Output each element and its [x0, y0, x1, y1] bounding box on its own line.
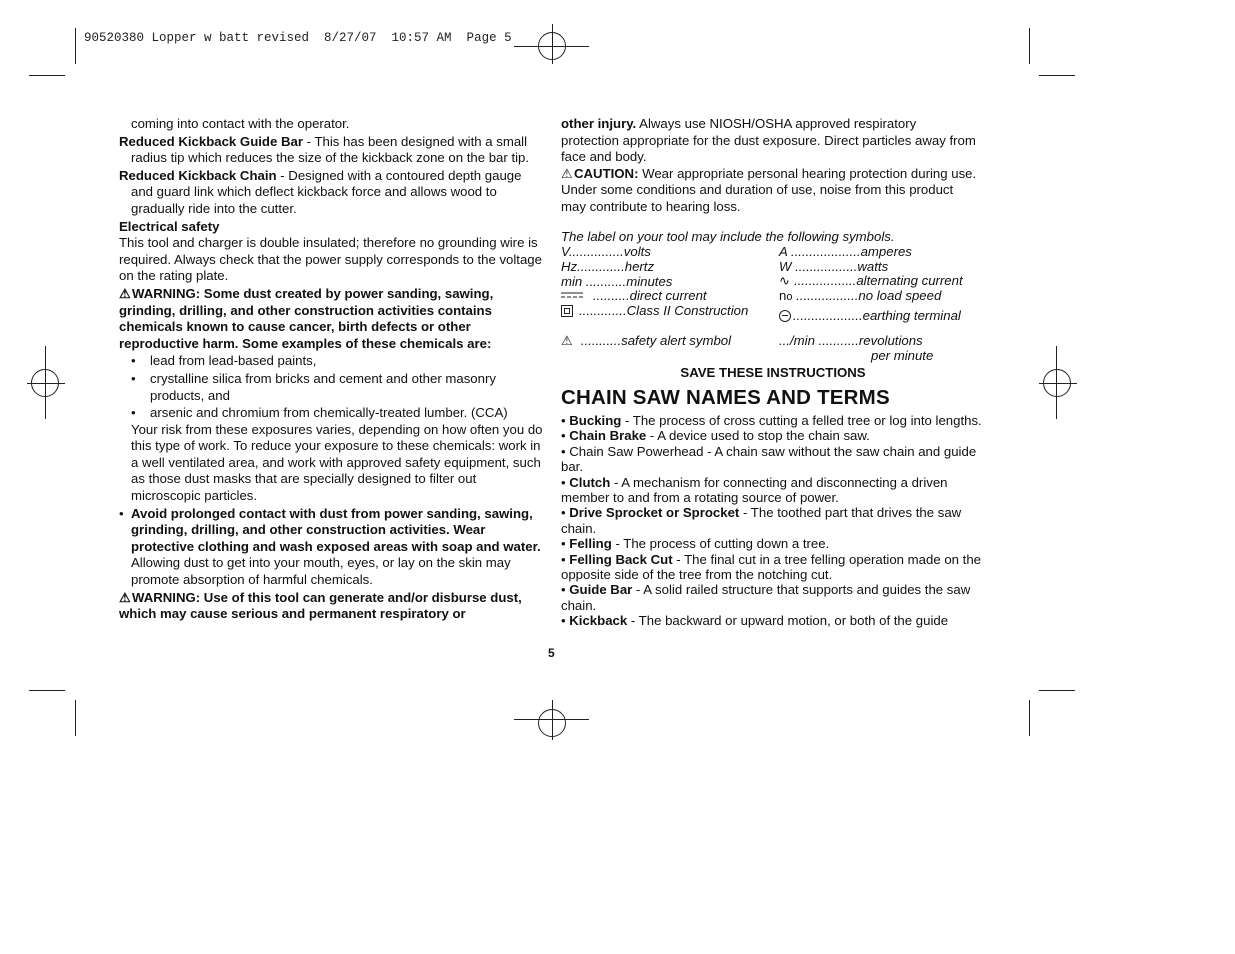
crop-mark: [29, 75, 65, 76]
term-item: • Drive Sprocket or Sprocket - The toothed part that drives the saw chain.: [561, 505, 962, 536]
page-heading: CHAIN SAW NAMES AND TERMS: [561, 386, 890, 409]
reduced-kickback-chain: Reduced Kickback Chain - Designed with a contoured depth gauge and guard link which deflect kickback force and allows wood to gradually ride into the cutter.: [119, 167, 522, 216]
warning-2: ⚠WARNING: Use of this tool can generate and/or disburse dust, which may cause serious and permanent respiratory or: [119, 589, 522, 622]
warning-triangle-icon: ⚠: [561, 165, 573, 181]
symbol-direct-current: ..........direct current: [561, 288, 707, 303]
paragraph: Your risk from these exposures varies, depending on how often you do this type of work. To reduce your exposure to these chemicals: work in a well ventilated area, and work with approved safety equipment, such as those dust masks that are specially designed to filter out microscopic particles.: [131, 421, 543, 504]
symbol-hertz: Hz.............hertz: [561, 259, 655, 274]
symbol-earthing-terminal: ...................earthing terminal: [779, 308, 961, 323]
right-column: [561, 116, 977, 216]
symbol-minutes: min ...........minutes: [561, 274, 673, 289]
symbol-intro: The label on your tool may include the following symbols.: [561, 229, 895, 244]
term-item: • Clutch - A mechanism for connecting and disconnecting a driven member to and from a rotating source of power.: [561, 474, 948, 506]
term-item: • Felling - The process of cutting down a tree.: [561, 536, 830, 552]
list-item: • arsenic and chromium from chemically-treated lumber. (CCA): [131, 405, 508, 421]
bullet-icon: •: [119, 505, 124, 521]
warning-triangle-icon: ⚠: [119, 285, 131, 301]
symbol-alternating-current: ∿ .................alternating current: [779, 273, 963, 288]
symbol-watts: W .................watts: [779, 259, 889, 274]
section-heading: Electrical safety: [119, 218, 220, 234]
crop-mark: [1039, 690, 1075, 691]
reduced-kickback-guide-bar: Reduced Kickback Guide Bar - This has been designed with a small radius tip which reduces the size of the kickback zone on the bar tip.: [119, 133, 530, 166]
bullet-icon: •: [131, 370, 136, 386]
term-item: • Kickback - The backward or upward motion, or both of the guide: [561, 613, 949, 629]
crop-mark: [1029, 700, 1030, 736]
left-column: [119, 116, 543, 623]
caution: ⚠CAUTION: Wear appropriate personal hearing protection during use. Under some conditions and duration of use, noise from this product may contribute to hearing loss.: [561, 165, 977, 214]
paragraph: coming into contact with the operator.: [131, 116, 350, 131]
term-item: • Chain Saw Powerhead - A chain saw without the saw chain and guide bar.: [561, 443, 977, 475]
bullet-icon: •: [131, 405, 136, 421]
symbol-safety-alert: ⚠ ...........safety alert symbol: [561, 333, 732, 348]
symbol-no-load-speed: no .................no load speed: [779, 288, 942, 303]
warning-triangle-icon: ⚠: [119, 589, 131, 605]
class-ii-icon: [561, 305, 573, 317]
symbol-rpm: .../min ...........revolutions: [779, 333, 923, 348]
symbol-table: [561, 229, 1001, 369]
print-slug: 90520380 Lopper w batt revised 8/27/07 10:57 AM Page 5: [84, 31, 512, 45]
warning-1: ⚠WARNING: Some dust created by power sanding, sawing, grinding, drilling, and other construction activities contains chemicals known to cause cancer, birth defects or other reproductive harm. Some examples of these chemicals are:: [119, 285, 494, 351]
crop-mark: [29, 690, 65, 691]
direct-current-icon: [561, 288, 585, 303]
term-item: • Felling Back Cut - The final cut in a tree felling operation made on the opposite side of the tree from the notching cut.: [561, 551, 981, 583]
page-number: 5: [548, 646, 555, 660]
list-item: • lead from lead-based paints,: [131, 353, 317, 369]
alternating-current-icon: ∿: [779, 273, 791, 288]
symbol-class-ii: .............Class II Construction: [561, 303, 748, 318]
paragraph: other injury. Always use NIOSH/OSHA approved respiratory protection appropriate for the dust exposure. Direct particles away from face and body.: [561, 116, 976, 165]
symbol-rpm-line2: per minute: [871, 348, 934, 363]
symbol-volts: V...............volts: [561, 244, 651, 259]
paragraph: This tool and charger is double insulated; therefore no grounding wire is required. Always check that the power supply corresponds to the voltage on the rating plate.: [119, 235, 542, 284]
bullet-icon: •: [131, 353, 136, 369]
crop-mark: [1039, 75, 1075, 76]
symbol-amperes: A ...................amperes: [779, 244, 912, 259]
list-item: • crystalline silica from bricks and cement and other masonry products, and: [131, 370, 496, 403]
save-instructions: SAVE THESE INSTRUCTIONS: [680, 365, 866, 380]
term-item: • Bucking - The process of cross cutting a felled tree or log into lengths.: [561, 413, 982, 428]
term-item: • Guide Bar - A solid railed structure that supports and guides the saw chain.: [561, 582, 971, 613]
crop-mark: [75, 700, 76, 736]
crop-mark: [1029, 28, 1030, 64]
chain-saw-terms: [561, 386, 989, 629]
earthing-terminal-icon: [779, 310, 791, 322]
term-item: • Chain Brake - A device used to stop the chain saw.: [561, 428, 870, 444]
list-item: • Avoid prolonged contact with dust from power sanding, sawing, grinding, drilling, and other construction activities. Wear protective clothing and wash exposed areas with soap and water. Allowing dust to get into your mouth, eyes, or lay on the skin may promote absorption of harmful chemicals.: [119, 505, 541, 588]
warning-triangle-icon: ⚠: [561, 333, 573, 348]
crop-mark: [75, 28, 76, 64]
